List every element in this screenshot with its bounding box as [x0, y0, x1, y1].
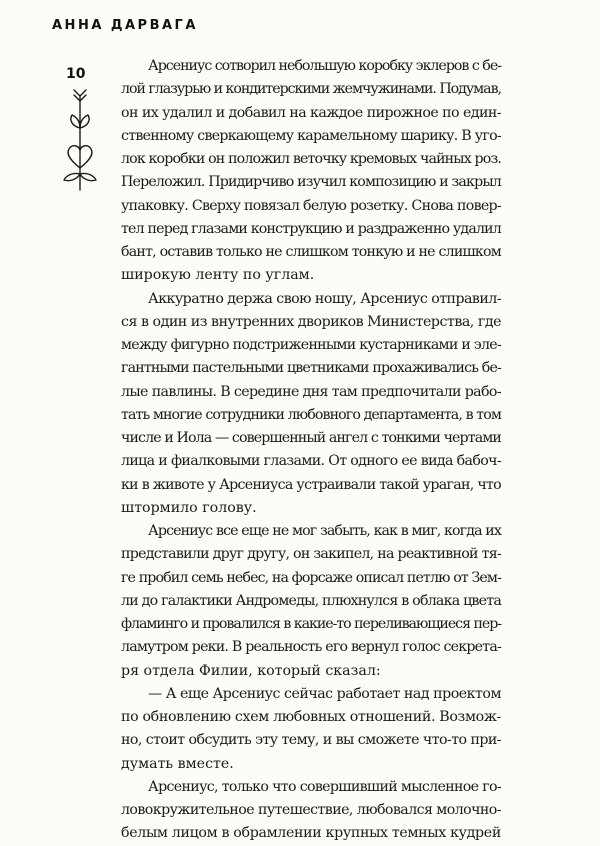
text-line: фламинго и провалился в какие-то переливающиеся пер- — [121, 616, 501, 632]
paragraph — [121, 683, 501, 776]
text-line: тел перед глазами конструкцию и раздраженно удалил — [121, 220, 501, 237]
body-text — [121, 55, 501, 846]
running-header-author: АННА ДАРВАГА — [52, 18, 198, 33]
text-line: лой глазурью и кондитерскими жемчужинами. Подумав, — [121, 81, 501, 98]
text-line: широкую ленту по углам. — [121, 267, 315, 284]
text-line: ки в животе у Арсениуса устраивали такой ураган, что — [121, 476, 501, 493]
text-line: ся в один из внутренних двориков Министерства, где — [121, 313, 501, 330]
text-line: гантными пастельными цветниками прохаживались бе- — [121, 360, 501, 377]
text-line: думать вместе. — [121, 755, 234, 772]
text-line: ря отдела Филии, который сказал: — [121, 662, 381, 679]
text-line: Аккуратно держа свою ношу, Арсениус отправил- — [148, 290, 501, 307]
text-line: ге пробил семь небес, на форсаже описал петлю от Зем- — [121, 569, 501, 586]
paragraph — [121, 776, 501, 846]
text-line: ламутром реки. В реальность его вернул голос секрета- — [121, 639, 501, 656]
text-line: но, стоит обсудить эту тему, и вы сможете что-то при- — [121, 732, 501, 749]
paragraph — [121, 288, 501, 521]
text-line: по обновлению схем любовных отношений. Возмож- — [121, 709, 501, 725]
text-line: тать многие сотрудники любовного департамента, в том — [121, 406, 501, 423]
paragraph — [121, 55, 501, 288]
text-line: лок коробки он положил веточку кремовых чайных роз. — [121, 151, 501, 167]
paragraph — [121, 520, 501, 683]
text-line: представили друг другу, он закипел, на реактивной тя- — [121, 546, 501, 563]
text-line: ственному сверкающему карамельному шарику. В уго- — [121, 127, 501, 144]
heart-arrow-ornament-icon — [60, 88, 100, 192]
text-line: ловокружительное путешествие, любовался молочно- — [121, 802, 501, 818]
text-line: Арсениус сотворил небольшую коробку эклеров с бе- — [148, 58, 501, 74]
page-number: 10 — [66, 66, 86, 82]
text-line: Арсениус все еще не мог забыть, как в миг, когда их — [148, 523, 501, 539]
text-line: он их удалил и добавил на каждое пирожное по един- — [121, 104, 501, 121]
text-line: лые павлины. В середине дня там предпочитали рабо- — [121, 383, 501, 400]
text-line: Переложил. Придирчиво изучил композицию и закрыл — [121, 174, 501, 191]
text-line: белым лицом в обрамлении крупных темных кудрей — [121, 825, 501, 842]
text-line: числе и Иола — совершенный ангел с тонкими чертами — [121, 430, 501, 446]
text-line: Арсениус, только что совершивший мысленное го- — [148, 778, 501, 795]
text-line: — А еще Арсениус сейчас работает над проектом — [148, 685, 501, 702]
text-line: между фигурно подстриженными кустарниками и эле- — [121, 337, 501, 353]
text-line: ли до галактики Андромеды, плюхнулся в облака цвета — [121, 592, 501, 609]
text-line: бант, оставив только не слишком тонкую и не слишком — [121, 244, 501, 260]
text-line: упаковку. Сверху повязал белую розетку. Снова повер- — [121, 197, 501, 214]
text-line: лица и фиалковыми глазами. От одного ее вида бабоч- — [121, 453, 501, 470]
text-line: штормило голову. — [121, 499, 257, 516]
